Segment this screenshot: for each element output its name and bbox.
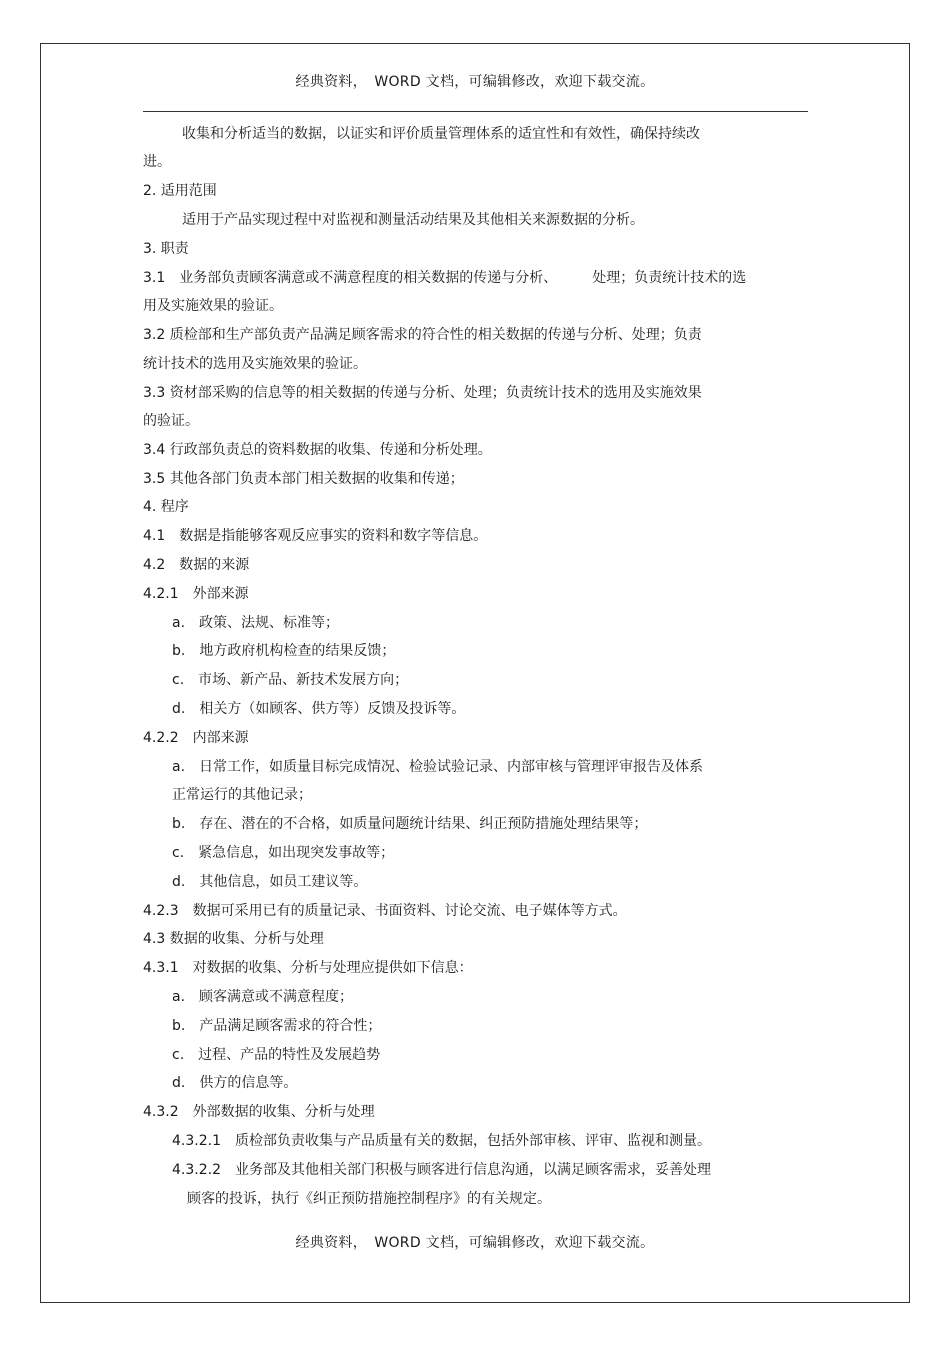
text-line: 收集和分析适当的数据，以证实和评价质量管理体系的适宜性和有效性，确保持续改 (182, 126, 700, 142)
text-line: 进。 (143, 154, 171, 170)
list-item: c. 紧急信息，如出现突发事故等； (172, 845, 395, 861)
text-line: 4.2.3 数据可采用已有的质量记录、书面资料、讨论交流、电子媒体等方式。 (143, 903, 627, 919)
subsection-heading: 4.2.2 内部来源 (143, 730, 249, 746)
text-line: 的验证。 (143, 413, 199, 429)
text-line: 3.2 质检部和生产部负责产品满足顾客需求的符合性的相关数据的传递与分析、处理；负责 (143, 327, 702, 343)
section-heading: 2. 适用范围 (143, 183, 217, 199)
text-line: 适用于产品实现过程中对监视和测量活动结果及其他相关来源数据的分析。 (182, 212, 644, 228)
section-heading: 3. 职责 (143, 241, 189, 257)
list-item: a. 日常工作，如质量目标完成情况、检验试验记录、内部审核与管理评审报告及体系 (172, 759, 704, 775)
list-item: a. 顾客满意或不满意程度； (172, 989, 354, 1005)
header-rule (143, 111, 808, 112)
text-line: 4.3.2.1 质检部负责收集与产品质量有关的数据，包括外部审核、评审、监视和测量。 (172, 1133, 711, 1149)
list-item: a. 政策、法规、标准等； (172, 615, 340, 631)
page-footer: 经典资料， WORD 文档，可编辑修改，欢迎下载交流。 (295, 1235, 655, 1251)
list-item: b. 地方政府机构检查的结果反馈； (172, 643, 396, 659)
text-line: 4.3.1 对数据的收集、分析与处理应提供如下信息： (143, 960, 473, 976)
section-heading: 4. 程序 (143, 499, 189, 515)
text-line: 4.3.2.2 业务部及其他相关部门积极与顾客进行信息沟通，以满足顾客需求，妥善处理 (172, 1162, 711, 1178)
text-line: 3.1 业务部负责顾客满意或不满意程度的相关数据的传递与分析、 处理；负责统计技术的选 (143, 270, 747, 286)
subsection-heading: 4.2.1 外部来源 (143, 586, 249, 602)
text-line: 4.1 数据是指能够客观反应事实的资料和数字等信息。 (143, 528, 488, 544)
list-item: 正常运行的其他记录； (172, 787, 312, 803)
list-item: b. 产品满足顾客需求的符合性； (172, 1018, 382, 1034)
list-item: d. 供方的信息等。 (172, 1075, 298, 1091)
subsection-heading: 4.3 数据的收集、分析与处理 (143, 931, 324, 947)
text-line: 3.3 资材部采购的信息等的相关数据的传递与分析、处理；负责统计技术的选用及实施效果 (143, 385, 702, 401)
list-item: d. 其他信息，如员工建议等。 (172, 874, 368, 890)
list-item: c. 过程、产品的特性及发展趋势 (172, 1047, 381, 1063)
subsection-heading: 4.2 数据的来源 (143, 557, 250, 573)
text-line: 统计技术的选用及实施效果的验证。 (143, 356, 367, 372)
text-line: 顾客的投诉，执行《纠正预防措施控制程序》的有关规定。 (187, 1191, 551, 1207)
page-header: 经典资料， WORD 文档，可编辑修改，欢迎下载交流。 (295, 74, 655, 90)
text-line: 3.4 行政部负责总的资料数据的收集、传递和分析处理。 (143, 442, 492, 458)
text-line: 3.5 其他各部门负责本部门相关数据的收集和传递； (143, 471, 464, 487)
text-line: 用及实施效果的验证。 (143, 298, 283, 314)
list-item: b. 存在、潜在的不合格，如质量问题统计结果、纠正预防措施处理结果等； (172, 816, 648, 832)
subsection-heading: 4.3.2 外部数据的收集、分析与处理 (143, 1104, 375, 1120)
list-item: c. 市场、新产品、新技术发展方向； (172, 672, 409, 688)
list-item: d. 相关方（如顾客、供方等）反馈及投诉等。 (172, 701, 466, 717)
